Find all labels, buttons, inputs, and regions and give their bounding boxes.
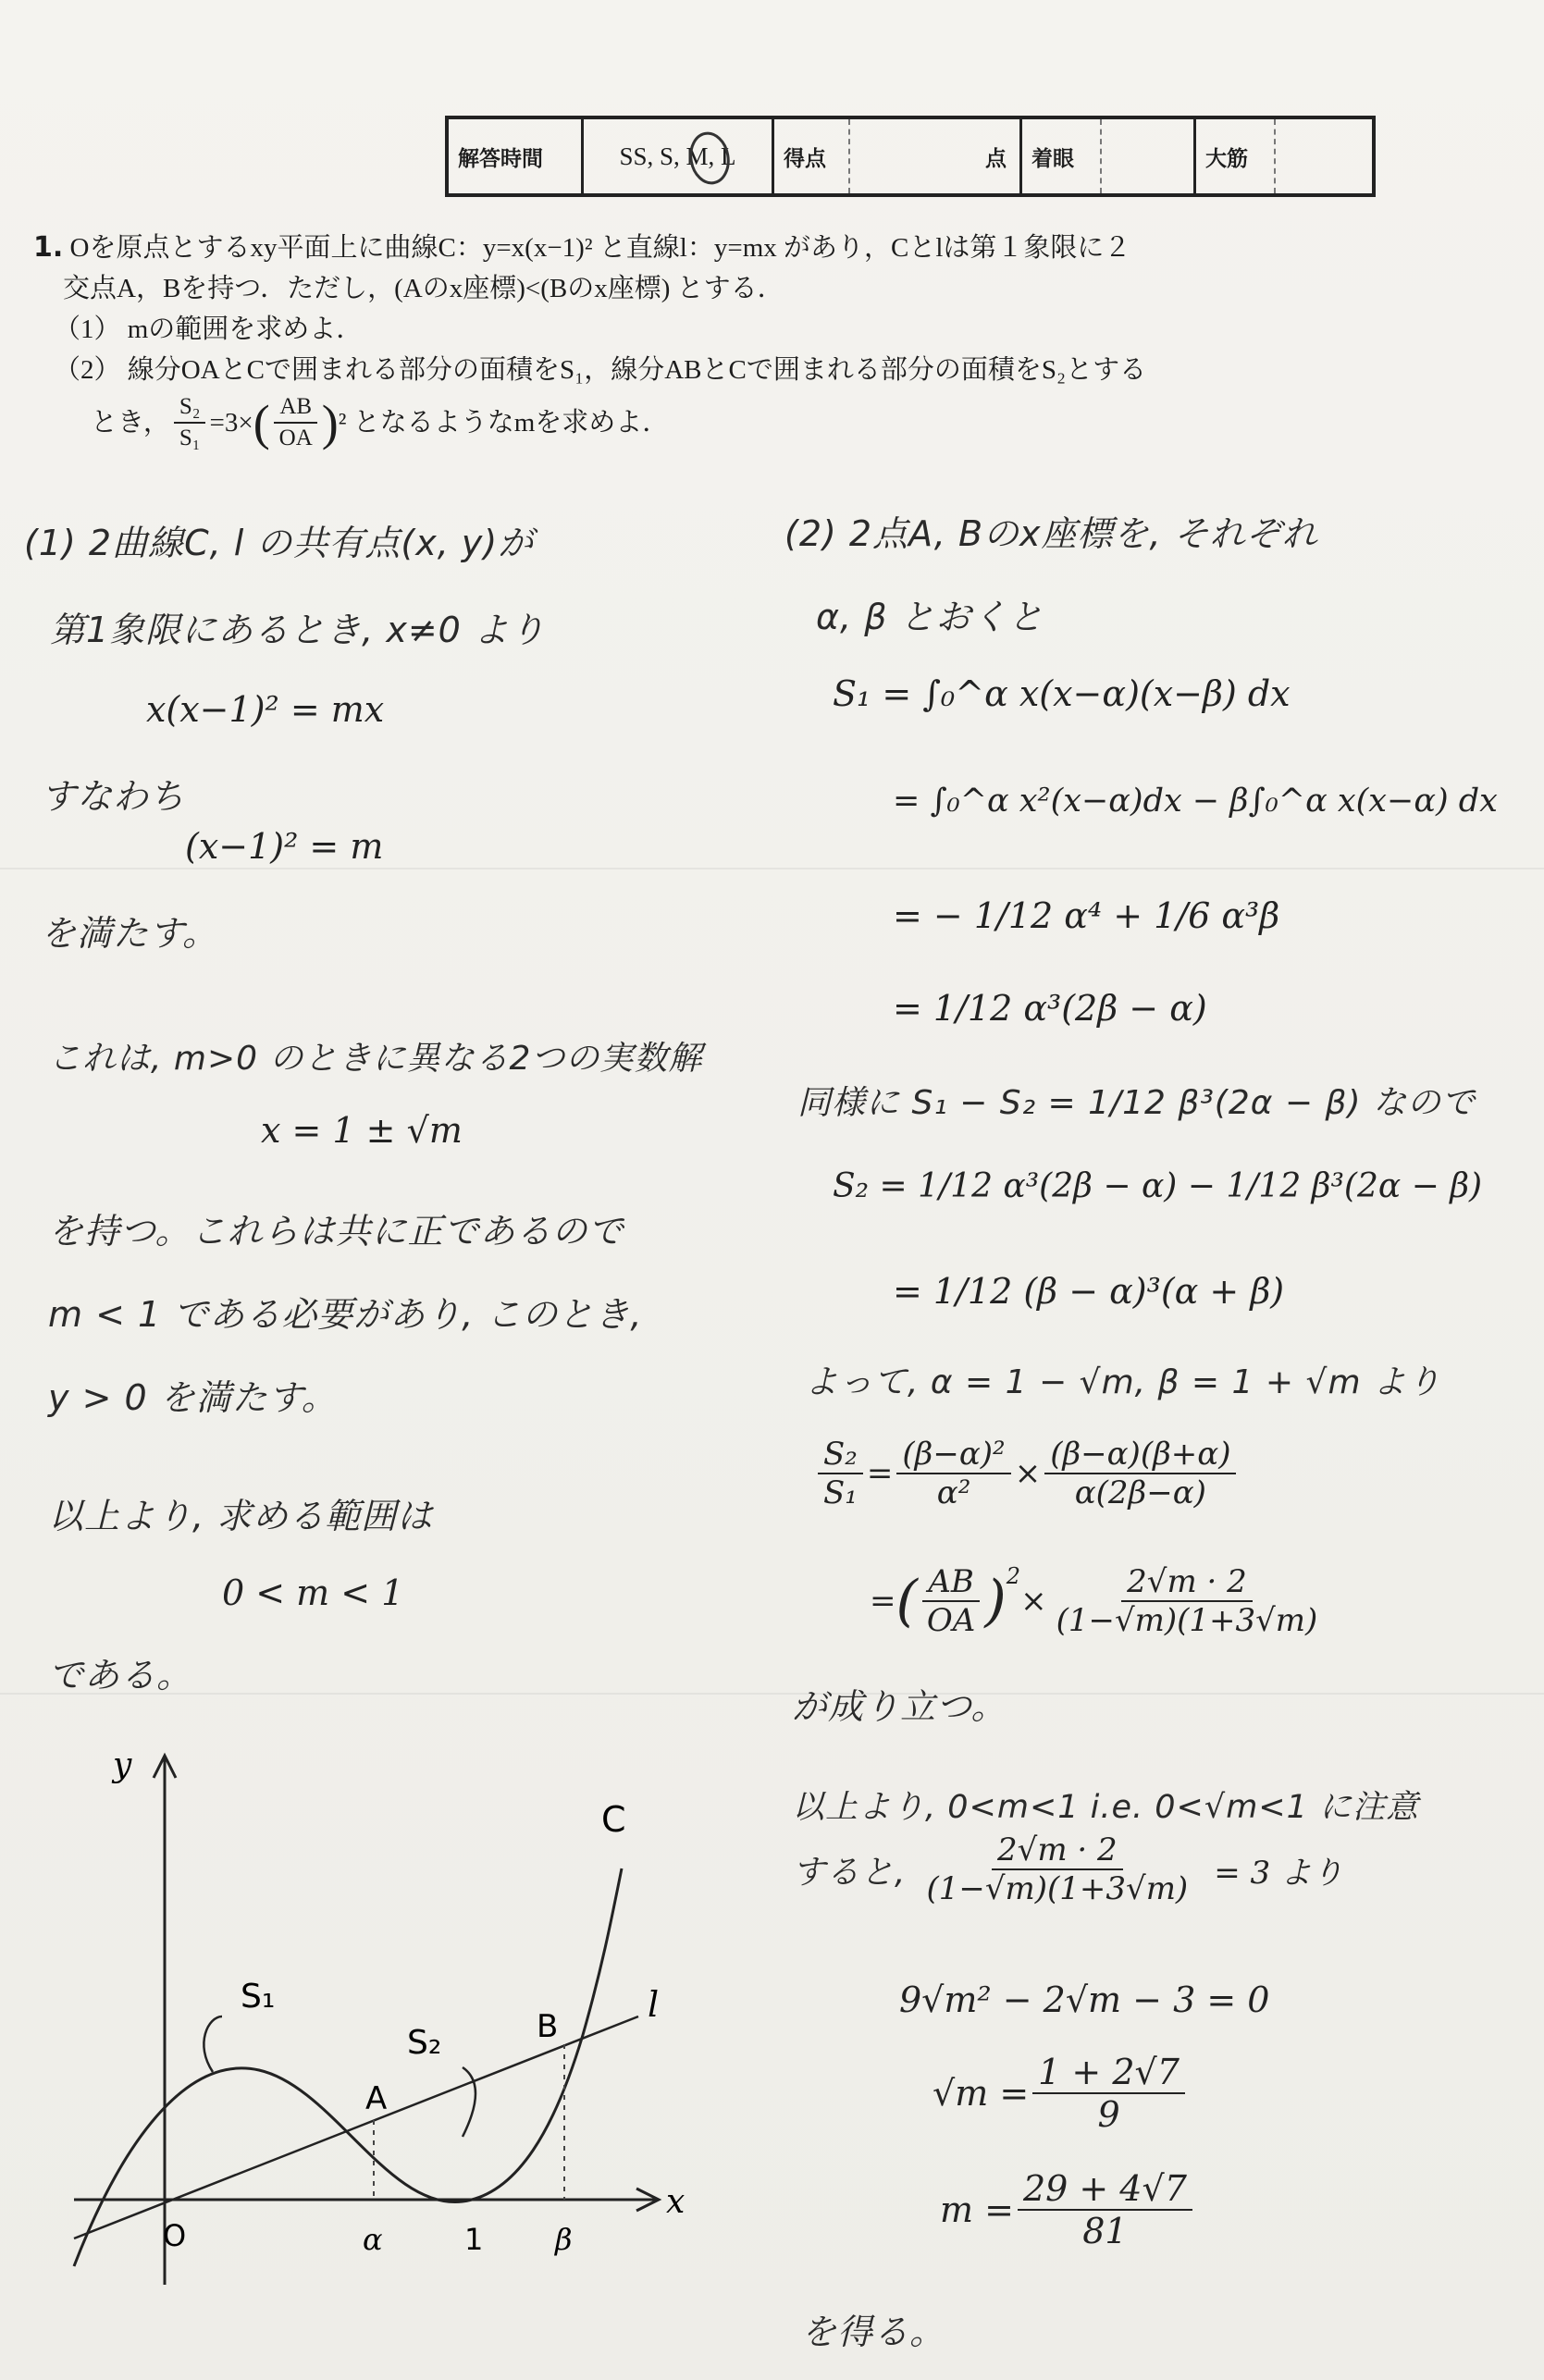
- s1-pointer-icon: [204, 2016, 222, 2072]
- time-label-cell: [449, 119, 584, 193]
- one-tick-label: 1: [464, 2222, 484, 2257]
- right-line-1: (2) 2点A, Bのx座標を, それぞれ: [784, 513, 1318, 554]
- condition-equation: すると, $\frac{2√m \cdot 2}{(1-√m)(1+3√m)}$ = 3 より: [792, 1831, 1343, 1907]
- s2-label: S₂: [407, 2024, 442, 2062]
- right-line-2: α, β とおくと: [816, 597, 1044, 637]
- right-line-14: 以上より, 0<m<1 i.e. 0<√m<1 に注意: [792, 1789, 1420, 1826]
- problem-number: 1: [33, 231, 53, 264]
- focus-cell: [1022, 119, 1196, 193]
- left-line-1: (1) 2曲線C, l の共有点(x, y)が: [24, 523, 535, 563]
- outline-cell: [1196, 119, 1372, 193]
- score-label: 得点: [784, 146, 826, 171]
- right-line-19: を得る。: [801, 2312, 946, 2352]
- curve-label: C: [601, 1799, 626, 1840]
- left-result: 0 < m < 1: [222, 1572, 404, 1613]
- outline-label: 大筋: [1205, 146, 1248, 171]
- origin-label: O: [163, 2218, 187, 2253]
- time-options: SS, S, M, L: [619, 142, 736, 170]
- line-l: [74, 2016, 638, 2238]
- s2-pointer-icon: [463, 2067, 476, 2137]
- left-line-2: 第1象限にあるとき, x≠0 より: [50, 610, 546, 650]
- cubic-graph: [56, 1739, 722, 2294]
- ratio-fraction: $\frac{\text{S₂}}{\text{S₁}}$: [174, 392, 206, 453]
- y-label: y: [113, 1746, 132, 1784]
- point-b-label: B: [537, 2008, 559, 2045]
- paper-fold: [0, 1693, 1544, 1695]
- left-line-6: を満たす。: [41, 913, 218, 954]
- left-equation-2: (x−1)² = m: [185, 826, 384, 867]
- problem-line-2: 交点A，Bを持つ．ただし，(Aのx座標)<(Bのx座標) とする．: [63, 274, 784, 303]
- paper-fold: [0, 868, 1544, 869]
- left-equation-1: x(x−1)² = mx: [146, 689, 385, 730]
- answer-sheet: 解答時間 SS, S, M, L 得点 点 着眼 大筋 1. Oを原点とするxy平面上に曲線C：y=x(x−1)² と直線l：y=mx があり，Cとlは第１象限に２ 交点A，Bを持つ．ただし，(Aのx座標)<(Bのx座標) とする． （1） mの範囲を求めよ． （2） 線分OAとCで囲まれる部分の面積をS₁，線分ABとCで囲まれる部分の面積をS₂とする とき， $\frac{\text{S₂}}{\text{S₁}}$ =3× ( $\frac{AB}{OA}$ ) ² となるようなmを求めよ． (1) 2曲線C, l の共有点(x, y)が 第1象限にあるとき, x≠0 より x(x−1)² = mx すなわち (x−1)² = m を満たす。 これは, m>0 のときに異なる2つの実数解 x = 1 ± √m を持つ。これらは共に正であるので m < 1 である必要があり, このとき, y > 0 を満たす。 以上より, 求める範囲は 0 < m < 1 である。 y x O C l S₁ S₂ A B α 1 β (2) 2点A, Bのx座標を, それぞれ α, β とおくと S₁ = ∫₀^α x(x−α)(x−β) dx = ∫₀^α x²(x−α)dx − β∫₀^α x(x−α) dx = − 1/12 α⁴ + 1/6 α³β = 1/12 α³(2β − α) 同様に S₁ − S₂ = 1/12 β³(2α − β) なので S₂ = 1/12 α³(2β − α) − 1/12 β³(2α − β) = 1/12 (β − α)³(α + β) よって, α = 1 − √m, β = 1 + √m より $\frac{\text{S₂}}{\text{S₁}}$ = $\frac{\text{(β−α)²}}{\text{α²}}$ × $\frac{(\beta-\alpha)(\beta+\alpha)}{\alpha(2\beta-\alpha)}$ = ( $\frac{AB}{OA}$ ) 2 × $\frac{2√m \cdot 2}{(1-√m)(1+3√m)}$ が成り立つ。 以上より, 0<m<1 i.e. 0<√m<1 に注意 すると, $\frac{2√m \cdot 2}{(1-√m)(1+3√m)}$ = 3 より 9√m² − 2√m − 3 = 0 √m = $\frac{1 + 2√7}{9}$ m = $\frac{29 + 4√7}{81}$ を得る。: [0, 0, 1544, 2380]
- right-line-13: が成り立つ。: [792, 1686, 1007, 1727]
- s1-label: S₁: [241, 1978, 276, 2016]
- s1-step-1: = ∫₀^α x²(x−α)dx − β∫₀^α x(x−α) dx: [893, 783, 1498, 820]
- m-solution: m = $\frac{29 + 4√7}{81}$: [940, 2168, 1196, 2251]
- left-line-9: を持つ。これらは共に正であるので: [48, 1211, 624, 1252]
- time-options-cell: [584, 119, 774, 193]
- left-line-14: である。: [48, 1655, 193, 1696]
- s2-expression: S₂ = 1/12 α³(2β − α) − 1/12 β³(2α − β): [833, 1167, 1483, 1205]
- right-line-10: よって, α = 1 − √m, β = 1 + √m より: [805, 1363, 1441, 1401]
- time-label: 解答時間: [458, 146, 543, 171]
- x-label: x: [666, 2183, 686, 2221]
- header-table: [445, 116, 1376, 197]
- question-2-line-1: （2） 線分OAとCで囲まれる部分の面積をS₁，線分ABとCで囲まれる部分の面積をS₂とする: [54, 355, 1147, 385]
- left-line-11: y > 0 を満たす。: [48, 1377, 338, 1418]
- question-2-line-2: とき， $\frac{\text{S₂}}{\text{S₁}}$ =3× ( $\frac{AB}{OA}$ ) ² となるようなmを求めよ．: [91, 392, 669, 453]
- ratio-equation-2: = ( $\frac{AB}{OA}$ ) 2 × $\frac{2√m \cdot 2}{(1-√m)(1+3√m)}$: [870, 1563, 1318, 1639]
- beta-tick-label: β: [555, 2222, 573, 2257]
- sqrt-m-solution: √m = $\frac{1 + 2√7}{9}$: [933, 2052, 1189, 2135]
- s1-result: = 1/12 α³(2β − α): [893, 988, 1207, 1029]
- focus-label: 着眼: [1031, 146, 1074, 171]
- right-line-7: 同様に S₁ − S₂ = 1/12 β³(2α − β) なので: [797, 1084, 1476, 1122]
- s1-integral: S₁ = ∫₀^α x(x−α)(x−β) dx: [833, 673, 1291, 714]
- left-line-4: すなわち: [41, 776, 186, 817]
- left-equation-3: x = 1 ± √m: [261, 1110, 463, 1151]
- score-cell: [774, 119, 1022, 193]
- left-line-10: m < 1 である必要があり, このとき,: [48, 1294, 643, 1335]
- score-unit: 点: [985, 146, 1007, 171]
- problem-line-1: Oを原点とするxy平面上に曲線C：y=x(x−1)² と直線l：y=mx があり，Cとlは第１象限に２: [69, 233, 1131, 263]
- quadratic-equation: 9√m² − 2√m − 3 = 0: [899, 1979, 1270, 2020]
- point-a-label: A: [365, 2080, 388, 2117]
- question-1: （1） mの範囲を求めよ．: [54, 314, 364, 344]
- alpha-tick-label: α: [363, 2222, 383, 2257]
- left-line-7: これは, m>0 のときに異なる2つの実数解: [48, 1040, 703, 1078]
- s2-result: = 1/12 (β − α)³(α + β): [893, 1271, 1285, 1312]
- ratio-equation-1: $\frac{\text{S₂}}{\text{S₁}}$ = $\frac{\text{(β−α)²}}{\text{α²}}$ × $\frac{(\beta-\alpha)(\beta+\alpha)}{\alpha(2\beta-\alpha)}$: [814, 1436, 1240, 1511]
- line-label: l: [648, 1984, 660, 2025]
- circle-mark-icon: [682, 123, 737, 188]
- left-line-12: 以上より, 求める範囲は: [48, 1496, 434, 1536]
- ab-oa-fraction: $\frac{AB}{OA}$: [274, 392, 318, 453]
- s1-step-2: = − 1/12 α⁴ + 1/6 α³β: [893, 895, 1280, 936]
